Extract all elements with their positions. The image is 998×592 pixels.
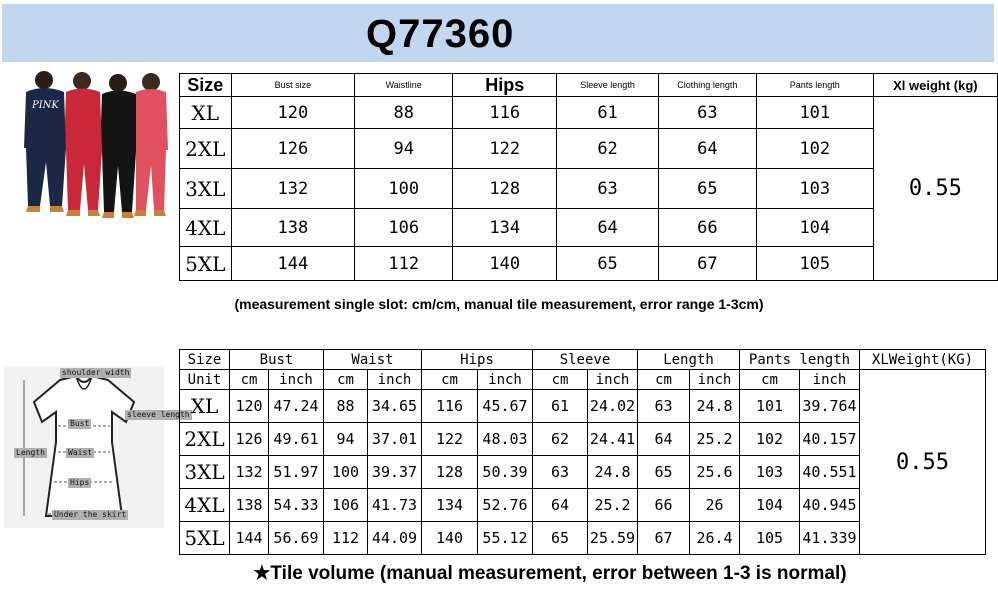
hips-inch-cell: 50.39 — [478, 456, 533, 489]
waist-cm-cell: 88 — [324, 390, 368, 423]
length-cm-cell: 67 — [638, 522, 690, 555]
diagram-label-length: Length — [16, 448, 45, 457]
brand-print: PINK — [32, 100, 59, 111]
unit-cm: cm — [230, 370, 269, 390]
pants-cm-cell: 101 — [740, 390, 800, 423]
hips-cm-cell: 122 — [422, 423, 478, 456]
size-cell: 2XL — [180, 129, 232, 169]
bust-inch-cell: 51.97 — [269, 456, 324, 489]
pants-inch-cell: 39.764 — [800, 390, 860, 423]
header-xl-weight: Xl weight (kg) — [873, 74, 997, 97]
pants-inch-cell: 41.339 — [800, 522, 860, 555]
hips-cm-cell: 116 — [422, 390, 478, 423]
bust-inch-cell: 54.33 — [269, 489, 324, 522]
sleeve-cell: 61 — [557, 97, 659, 129]
bust-cell: 138 — [231, 209, 355, 247]
bust-cm-cell: 126 — [230, 423, 269, 456]
sleeve-cell: 65 — [557, 247, 659, 281]
header-sleeve: Sleeve — [533, 350, 638, 370]
bust-cm-cell: 138 — [230, 489, 269, 522]
length-cm-cell: 66 — [638, 489, 690, 522]
tile-volume-note: ★Tile volume (manual measurement, error between 1-3 is normal) — [253, 563, 847, 584]
unit-inch: inch — [368, 370, 422, 390]
waist-cm-cell: 100 — [324, 456, 368, 489]
sleeve-cell: 64 — [557, 209, 659, 247]
sleeve-inch-cell: 24.41 — [588, 423, 638, 456]
waist-cell: 88 — [355, 97, 453, 129]
length-cm-cell: 63 — [638, 390, 690, 423]
xl-weight-value: 0.55 — [860, 370, 986, 555]
sleeve-cm-cell: 65 — [533, 522, 588, 555]
length-inch-cell: 26 — [690, 489, 740, 522]
hips-cell: 116 — [453, 97, 557, 129]
diagram-label-waist: Waist — [68, 448, 93, 457]
pants-cell: 103 — [756, 169, 873, 209]
pants-inch-cell: 40.157 — [800, 423, 860, 456]
waist-inch-cell: 37.01 — [368, 423, 422, 456]
header-bust-size: Bust size — [231, 74, 355, 97]
waist-inch-cell: 44.09 — [368, 522, 422, 555]
unit-inch: inch — [800, 370, 860, 390]
waist-cell: 100 — [355, 169, 453, 209]
clothing-cell: 65 — [658, 169, 756, 209]
waist-cm-cell: 106 — [324, 489, 368, 522]
length-inch-cell: 25.6 — [690, 456, 740, 489]
pants-cm-cell: 105 — [740, 522, 800, 555]
pants-cell: 105 — [756, 247, 873, 281]
bust-inch-cell: 47.24 — [269, 390, 324, 423]
diagram-label-skirt: Under the skirt — [54, 510, 127, 519]
size-cell: 5XL — [180, 522, 230, 555]
pants-inch-cell: 40.551 — [800, 456, 860, 489]
size-cell: 3XL — [180, 456, 230, 489]
measurement-note: (measurement single slot: cm/cm, manual tile measurement, error range 1-3cm) — [234, 296, 764, 312]
sleeve-cm-cell: 64 — [533, 489, 588, 522]
waist-cell: 106 — [355, 209, 453, 247]
waist-inch-cell: 34.65 — [368, 390, 422, 423]
bust-cell: 120 — [231, 97, 355, 129]
hips-cm-cell: 128 — [422, 456, 478, 489]
hips-inch-cell: 45.67 — [478, 390, 533, 423]
header-pants-length: Pants length — [756, 74, 873, 97]
size-cell: 3XL — [180, 169, 232, 209]
diagram-label-sleeve: sleeve length — [127, 410, 190, 419]
pants-inch-cell: 40.945 — [800, 489, 860, 522]
size-cell: 2XL — [180, 423, 230, 456]
sleeve-inch-cell: 25.59 — [588, 522, 638, 555]
hips-inch-cell: 52.76 — [478, 489, 533, 522]
bust-cell: 126 — [231, 129, 355, 169]
length-inch-cell: 25.2 — [690, 423, 740, 456]
unit-inch: inch — [269, 370, 324, 390]
header-size: Size — [180, 74, 232, 97]
waist-cm-cell: 94 — [324, 423, 368, 456]
clothing-cell: 64 — [658, 129, 756, 169]
hips-inch-cell: 55.12 — [478, 522, 533, 555]
bust-inch-cell: 56.69 — [269, 522, 324, 555]
unit-cm: cm — [422, 370, 478, 390]
xl-weight-value: 0.55 — [873, 97, 997, 281]
bust-cm-cell: 144 — [230, 522, 269, 555]
size-chart-cm — [179, 73, 998, 281]
size-cell: XL — [180, 390, 230, 423]
bust-cell: 132 — [231, 169, 355, 209]
size-chart-cm-inch — [179, 349, 986, 555]
size-cell: 4XL — [180, 209, 232, 247]
waist-inch-cell: 39.37 — [368, 456, 422, 489]
header-waist: Waist — [324, 350, 422, 370]
pants-cell: 101 — [756, 97, 873, 129]
length-inch-cell: 26.4 — [690, 522, 740, 555]
hips-cell: 140 — [453, 247, 557, 281]
dress-outline — [4, 366, 164, 528]
sleeve-cell: 62 — [557, 129, 659, 169]
unit-inch: inch — [690, 370, 740, 390]
header-clothing-length: Clothing length — [658, 74, 756, 97]
diagram-label-bust: Bust — [70, 419, 90, 428]
hips-cm-cell: 134 — [422, 489, 478, 522]
clothing-cell: 63 — [658, 97, 756, 129]
pants-cell: 104 — [756, 209, 873, 247]
model-photo — [18, 70, 176, 222]
size-cell: XL — [180, 97, 232, 129]
hips-cm-cell: 140 — [422, 522, 478, 555]
pants-cell: 102 — [756, 129, 873, 169]
sleeve-inch-cell: 24.02 — [588, 390, 638, 423]
hips-inch-cell: 48.03 — [478, 423, 533, 456]
hips-cell: 122 — [453, 129, 557, 169]
unit-inch: inch — [478, 370, 533, 390]
header-size: Size — [180, 350, 230, 370]
measurement-diagram — [4, 366, 190, 528]
header-waistline: Waistline — [355, 74, 453, 97]
header-length: Length — [638, 350, 740, 370]
unit-cm: cm — [638, 370, 690, 390]
pants-cm-cell: 104 — [740, 489, 800, 522]
header-bust: Bust — [230, 350, 324, 370]
bust-inch-cell: 49.61 — [269, 423, 324, 456]
table-row — [180, 97, 998, 129]
pants-cm-cell: 102 — [740, 423, 800, 456]
header-pants-length: Pants length — [740, 350, 860, 370]
unit-inch: inch — [588, 370, 638, 390]
length-inch-cell: 24.8 — [690, 390, 740, 423]
size-cell: 5XL — [180, 247, 232, 281]
unit-cm: cm — [324, 370, 368, 390]
sleeve-cm-cell: 63 — [533, 456, 588, 489]
length-cm-cell: 65 — [638, 456, 690, 489]
waist-cell: 94 — [355, 129, 453, 169]
sleeve-inch-cell: 25.2 — [588, 489, 638, 522]
product-code-title: Q77360 — [366, 12, 515, 56]
hips-cell: 128 — [453, 169, 557, 209]
bust-cm-cell: 132 — [230, 456, 269, 489]
header-hips: Hips — [422, 350, 533, 370]
unit-cm: cm — [533, 370, 588, 390]
header-hips: Hips — [453, 74, 557, 97]
clothing-cell: 67 — [658, 247, 756, 281]
waist-cm-cell: 112 — [324, 522, 368, 555]
length-cm-cell: 64 — [638, 423, 690, 456]
size-cell: 4XL — [180, 489, 230, 522]
sleeve-cell: 63 — [557, 169, 659, 209]
sleeve-cm-cell: 61 — [533, 390, 588, 423]
hips-cell: 134 — [453, 209, 557, 247]
clothing-cell: 66 — [658, 209, 756, 247]
sleeve-cm-cell: 62 — [533, 423, 588, 456]
waist-cell: 112 — [355, 247, 453, 281]
sleeve-inch-cell: 24.8 — [588, 456, 638, 489]
bust-cm-cell: 120 — [230, 390, 269, 423]
bust-cell: 144 — [231, 247, 355, 281]
header-sleeve-length: Sleeve length — [557, 74, 659, 97]
header-unit: Unit — [180, 370, 230, 390]
pants-cm-cell: 103 — [740, 456, 800, 489]
header-xl-weight: XLWeight(KG) — [860, 350, 986, 370]
diagram-label-shoulder: shoulder width — [62, 368, 130, 377]
diagram-label-hips: Hips — [70, 478, 90, 487]
waist-inch-cell: 41.73 — [368, 489, 422, 522]
unit-cm: cm — [740, 370, 800, 390]
